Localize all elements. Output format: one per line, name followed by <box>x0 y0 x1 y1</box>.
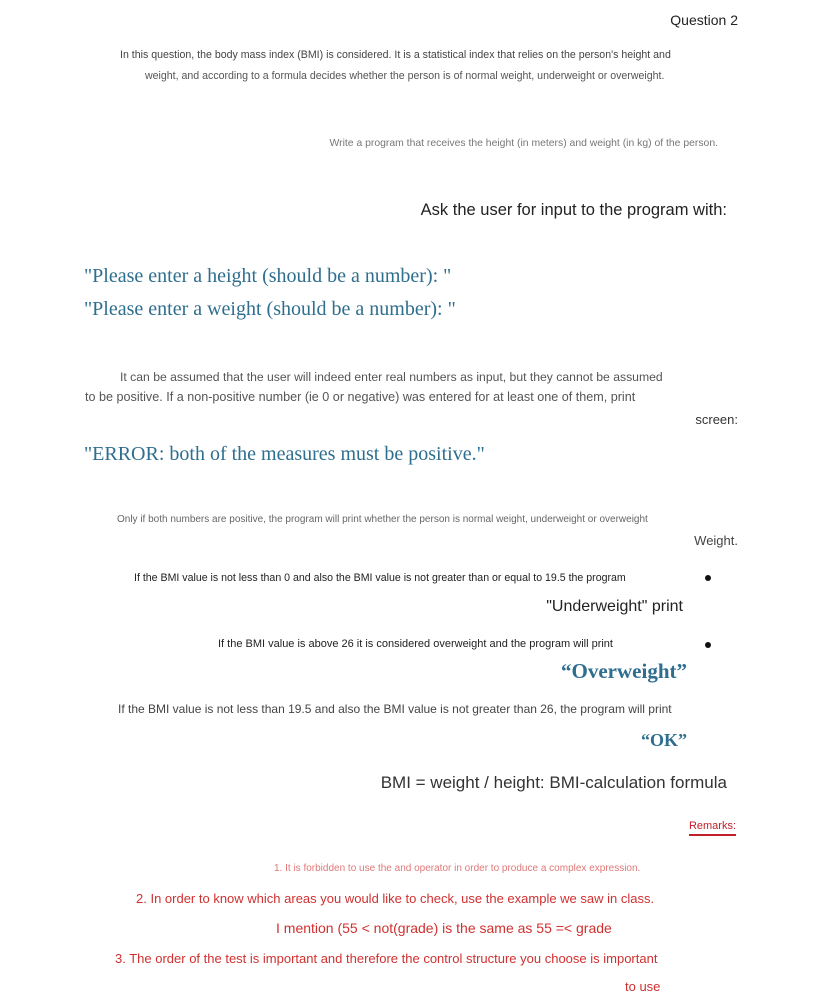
remark-2-example: I mention (55 < not(grade) is the same as 55 =< grade <box>276 920 612 936</box>
task-text: Write a program that receives the height (in meters) and weight (in kg) of the person. <box>329 138 718 149</box>
bullet-icon <box>705 642 711 648</box>
overweight-print: “Overweight” <box>561 659 687 683</box>
bullet-icon <box>705 575 711 581</box>
underweight-rule: If the BMI value is not less than 0 and also the BMI value is not greater than or equal to 19.5 the program <box>134 572 626 584</box>
ok-rule: If the BMI value is not less than 19.5 and also the BMI value is not greater than 26, the program will print <box>118 702 672 716</box>
ok-print: “OK” <box>640 730 687 750</box>
intro-line-1: In this question, the body mass index (BMI) is considered. It is a statistical index that relies on the person's height and <box>120 49 671 61</box>
overweight-rule: If the BMI value is above 26 it is considered overweight and the program will print <box>218 638 613 650</box>
validation-line-3: screen: <box>695 412 738 427</box>
weight-prompt: "Please enter a weight (should be a number): " <box>84 298 456 320</box>
rules-intro-1: Only if both numbers are positive, the program will print whether the person is normal weight, underweight or overweight <box>117 514 648 525</box>
validation-line-1: It can be assumed that the user will indeed enter real numbers as input, but they cannot be assumed <box>120 370 663 384</box>
remark-1: 1. It is forbidden to use the and operator in order to produce a complex expression. <box>274 863 641 874</box>
remarks-title: Remarks: <box>689 821 736 836</box>
rules-intro-2: Weight. <box>694 533 738 548</box>
question-title: Question 2 <box>670 12 738 28</box>
ask-text: Ask the user for input to the program with: <box>420 201 727 219</box>
error-message: "ERROR: both of the measures must be positive." <box>84 443 485 465</box>
remark-3: 3. The order of the test is important and therefore the control structure you choose is important <box>115 951 658 966</box>
underweight-print: "Underweight" print <box>546 598 683 615</box>
bmi-formula: BMI = weight / height: BMI-calculation formula <box>380 773 727 792</box>
validation-line-2: to be positive. If a non-positive number (ie 0 or negative) was entered for at least one of them, print <box>85 390 636 404</box>
remark-3-cont: to use <box>625 979 661 994</box>
remark-2: 2. In order to know which areas you would like to check, use the example we saw in class. <box>136 891 655 906</box>
height-prompt: "Please enter a height (should be a number): " <box>84 265 452 287</box>
intro-line-2: weight, and according to a formula decides whether the person is of normal weight, underweight or overweight. <box>145 70 665 82</box>
